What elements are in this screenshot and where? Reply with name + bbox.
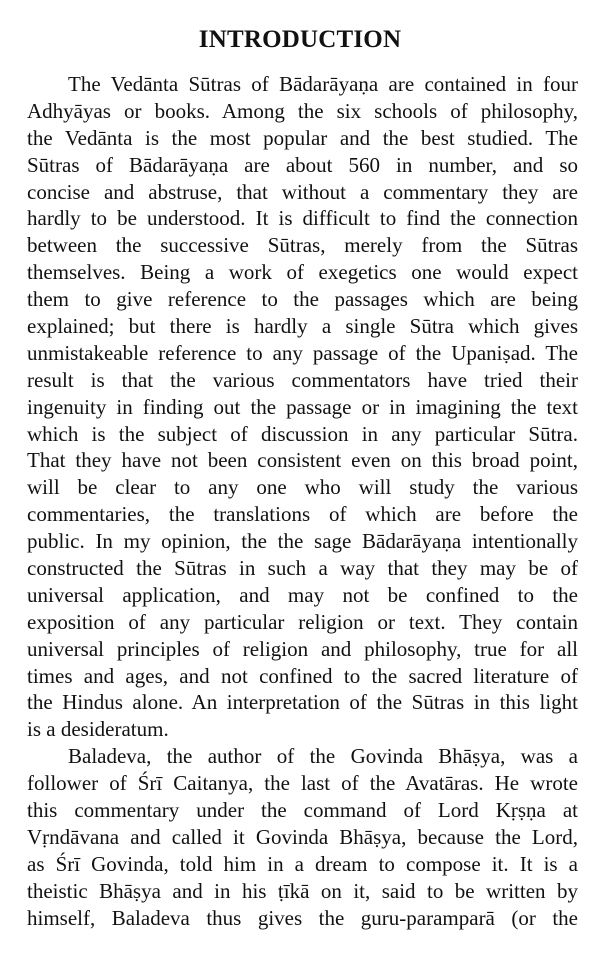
text-line: Baladeva, the author of the Govinda Bhāṣya, was a [68, 744, 578, 769]
text-line: That they have not been consistent even on this broad point, [27, 448, 578, 473]
text-line: constructed the Sūtras in such a way that they may be of [27, 556, 578, 581]
text-line: the Hindus alone. An interpretation of the Sūtras in this light [27, 690, 578, 715]
text-line: explained; but there is hardly a single Sūtra which gives [27, 314, 578, 339]
text-line: universal principles of religion and philosophy, true for all [27, 636, 578, 661]
text-line: himself, Baladeva thus gives the guru-paramparā (or the [27, 905, 578, 930]
page-title: INTRODUCTION [198, 26, 402, 53]
text-line: concise and abstruse, that without a commentary they are [27, 179, 578, 204]
document-body [27, 71, 578, 932]
text-line: result is that the various commentators have tried their [27, 367, 578, 392]
text-line: exposition of any particular religion or text. They contain [27, 609, 578, 634]
text-line: The Vedānta Sūtras of Bādarāyaṇa are contained in four [68, 72, 578, 96]
text-line: as Śrī Govinda, told him in a dream to compose it. It is a [27, 851, 578, 876]
text-line: theistic Bhāṣya and in his ṭīkā on it, said to be written by [27, 878, 578, 903]
text-line: which is the subject of discussion in any particular Sūtra. [27, 421, 578, 446]
text-line: public. In my opinion, the the sage Bādarāyaṇa intentionally [27, 529, 578, 554]
text-line: them to give reference to the passages which are being [27, 287, 578, 312]
text-line: will be clear to any one who will study the various [27, 475, 578, 500]
text-line: Adhyāyas or books. Among the six schools of philosophy, [27, 98, 578, 123]
paragraph [27, 743, 578, 931]
text-line: is a desideratum. [27, 717, 169, 742]
text-line: the Vedānta is the most popular and the best studied. The [27, 125, 578, 150]
text-line: this commentary under the command of Lord Kṛṣṇa at [27, 798, 578, 823]
text-line: themselves. Being a work of exegetics one would expect [27, 260, 578, 285]
text-line: Vṛndāvana and called it Govinda Bhāṣya, because the Lord, [27, 824, 578, 849]
text-line: times and ages, and not confined to the sacred literature of [27, 663, 578, 688]
text-line: hardly to be understood. It is difficult to find the connection [27, 206, 578, 231]
text-line: Sūtras of Bādarāyaṇa are about 560 in number, and so [27, 152, 578, 177]
text-line: universal application, and may not be confined to the [27, 582, 578, 607]
paragraph [27, 71, 578, 743]
text-line: between the successive Sūtras, merely from the Sūtras [27, 233, 578, 258]
text-line: follower of Śrī Caitanya, the last of the Avatāras. He wrote [27, 771, 578, 796]
text-line: ingenuity in finding out the passage or in imagining the text [27, 394, 578, 419]
text-line: commentaries, the translations of which are before the [27, 502, 578, 527]
text-line: unmistakeable reference to any passage of the Upaniṣad. The [27, 340, 578, 365]
